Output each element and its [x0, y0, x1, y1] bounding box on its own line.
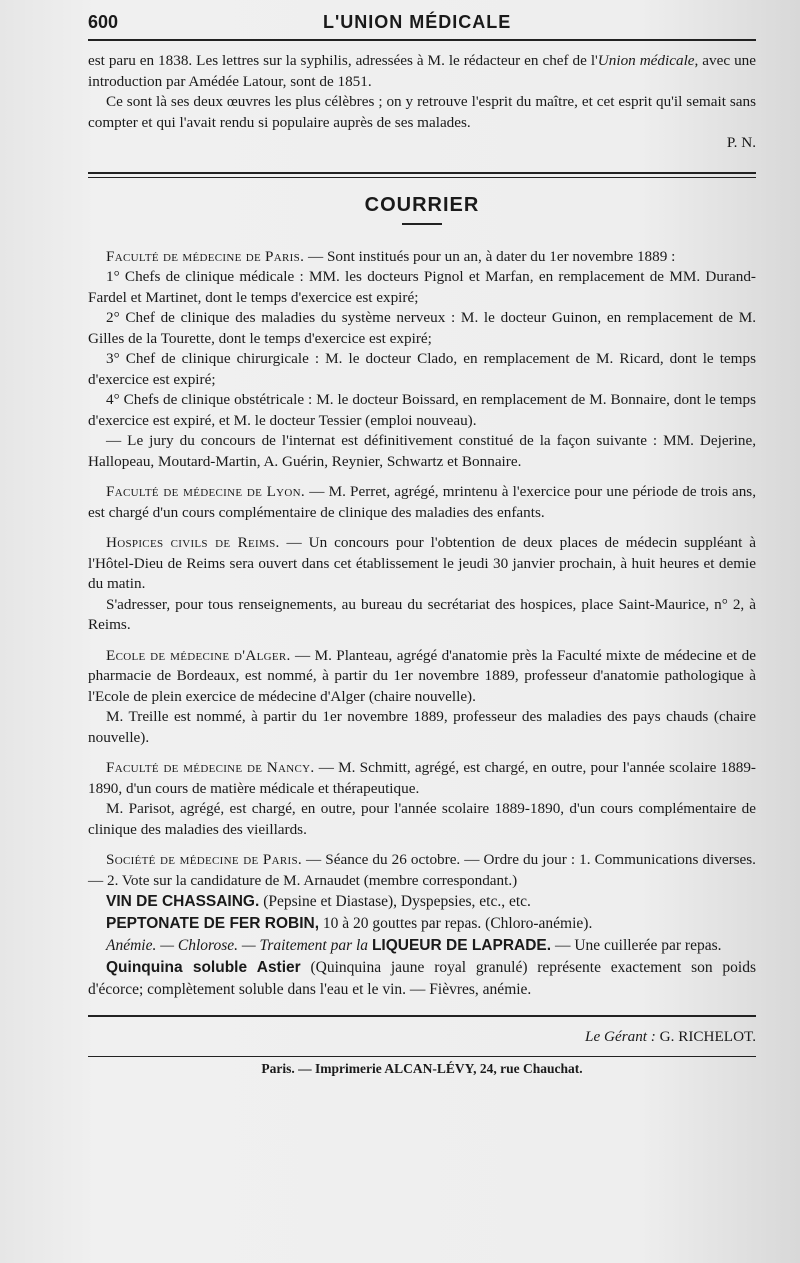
entry-paris-item-4: 4° Chefs de clinique obstétricale : M. le docteur Boissard, en remplacement de M. Bonnaire, dont le temps d'exercice est expiré, et M. le docteur Tessier (emploi nouveau).	[88, 391, 756, 429]
entry-paris-item-2: 2° Chef de clinique des maladies du système nerveux : M. le docteur Guinon, en remplacement de M. Gilles de la Tourette, dont le temps d'exercice est expiré;	[88, 309, 756, 347]
footer-rule	[88, 1056, 756, 1057]
closing-rule	[88, 1015, 756, 1017]
entry-alger-2: M. Treille est nommé, à partir du 1er novembre 1889, professeur des maladies des pays chauds (chaire nouvelle).	[88, 708, 756, 746]
page-number: 600	[88, 12, 119, 32]
entry-reims-contact: S'adresser, pour tous renseignements, au bureau du secrétariat des hospices, place Saint-Maurice, n° 2, à Reims.	[88, 595, 756, 633]
entry-label: Société de médecine de Paris.	[106, 851, 302, 868]
intro-signature: P. N.	[726, 134, 756, 151]
entry-societe: Société de médecine de Paris. — Séance du 26 octobre. — Ordre du jour : 1. Communications diverses. — 2. Vote sur la candidature de M. Arnaudet (membre correspondant.)	[88, 851, 756, 889]
entry-nancy: Faculté de médecine de Nancy. — M. Schmitt, agrégé, est chargé, en outre, pour l'année scolaire 1889-1890, d'un cours de matière médicale et thérapeutique.	[88, 759, 756, 797]
entry-reims: Hospices civils de Reims. — Un concours pour l'obtention de deux places de médecin suppléant à l'Hôtel-Dieu de Reims sera ouvert dans cet établissement le jeudi 30 janvier prochain, à huit heures et demie du matin.	[88, 534, 756, 592]
intro-paragraph-2: Ce sont là ses deux œuvres les plus célèbres ; on y retrouve l'esprit du maître, et cet esprit qu'il semait sans compter et qui l'avait rendu si populaire auprès de ses malades.	[88, 93, 756, 131]
gerant-signature: Le Gérant : G. RICHELOT.	[585, 1028, 756, 1045]
entry-paris-item-1: 1° Chefs de clinique médicale : MM. les docteurs Pignol et Marfan, en remplacement de MM. Durand-Fardel et Martinet, dont le temps d'exercice est expiré;	[88, 268, 756, 306]
ad-quinquina: Quinquina soluble Astier (Quinquina jaune royal granulé) représente exactement son poids d'écorce; complètement soluble dans l'eau et le vin. — Fièvres, anémie.	[88, 959, 756, 998]
section-divider	[88, 172, 756, 178]
page-header	[88, 12, 756, 33]
entry-label: Hospices civils de Reims.	[106, 534, 280, 551]
entry-paris-item-3: 3° Chef de clinique chirurgicale : M. le docteur Clado, en remplacement de M. Ricard, dont le temps d'exercice est expiré;	[88, 350, 756, 388]
entry-lyon: Faculté de médecine de Lyon. — M. Perret, agrégé, mrintenu à l'exercice pour une période de trois ans, est chargé d'un cours complémentaire de clinique des maladies des enfants.	[88, 483, 756, 521]
entry-label: Faculté de médecine de Paris.	[106, 247, 305, 265]
ad-vin-chassaing: VIN DE CHASSAING. (Pepsine et Diastase), Dyspepsies, etc., etc.	[106, 893, 531, 910]
entry-paris: Faculté de médecine de Paris. — Sont institués pour un an, à dater du 1er novembre 1889 :	[106, 247, 676, 265]
title-underline	[402, 223, 442, 225]
intro-paragraph-1: est paru en 1838. Les lettres sur la syphilis, adressées à M. le rédacteur en chef de l'Union médicale, avec une introduction par Amédée Latour, sont de 1851.	[88, 52, 756, 90]
entry-paris-jury: — Le jury du concours de l'internat est définitivement constitué de la façon suivante : MM. Dejerine, Hallopeau, Moutard-Martin, A. Guérin, Reynier, Schwartz et Bonnaire.	[88, 432, 756, 470]
section-title: COURRIER	[364, 193, 480, 216]
entry-label: Faculté de médecine de Nancy.	[106, 759, 315, 776]
printer-imprint: Paris. — Imprimerie ALCAN-LÉVY, 24, rue Chauchat.	[261, 1060, 583, 1076]
entry-label: Ecole de médecine d'Alger.	[106, 646, 291, 664]
entry-nancy-2: M. Parisot, agrégé, est chargé, en outre, pour l'année scolaire 1889-1890, d'un cours complémentaire de clinique des maladies des vieillards.	[88, 800, 756, 838]
ad-peptonate: PEPTONATE DE FER ROBIN, 10 à 20 gouttes par repas. (Chloro-anémie).	[106, 915, 593, 932]
entry-alger: Ecole de médecine d'Alger. — M. Planteau, agrégé d'anatomie près la Faculté mixte de médecine et de pharmacie de Bordeaux, est nommé, à partir du 1er novembre 1889, professeur d'anatomie pathologique à l'Ecole de plein exercice de médecine d'Alger (chaire nouvelle).	[88, 646, 756, 705]
journal-title: L'UNION MÉDICALE	[323, 12, 512, 32]
entry-label: Faculté de médecine de Lyon.	[106, 483, 306, 500]
journal-name: Union médicale	[597, 52, 695, 69]
ad-liqueur-laprade: Anémie. — Chlorose. — Traitement par la LIQUEUR DE LAPRADE. — Une cuillerée par repas.	[106, 937, 722, 954]
